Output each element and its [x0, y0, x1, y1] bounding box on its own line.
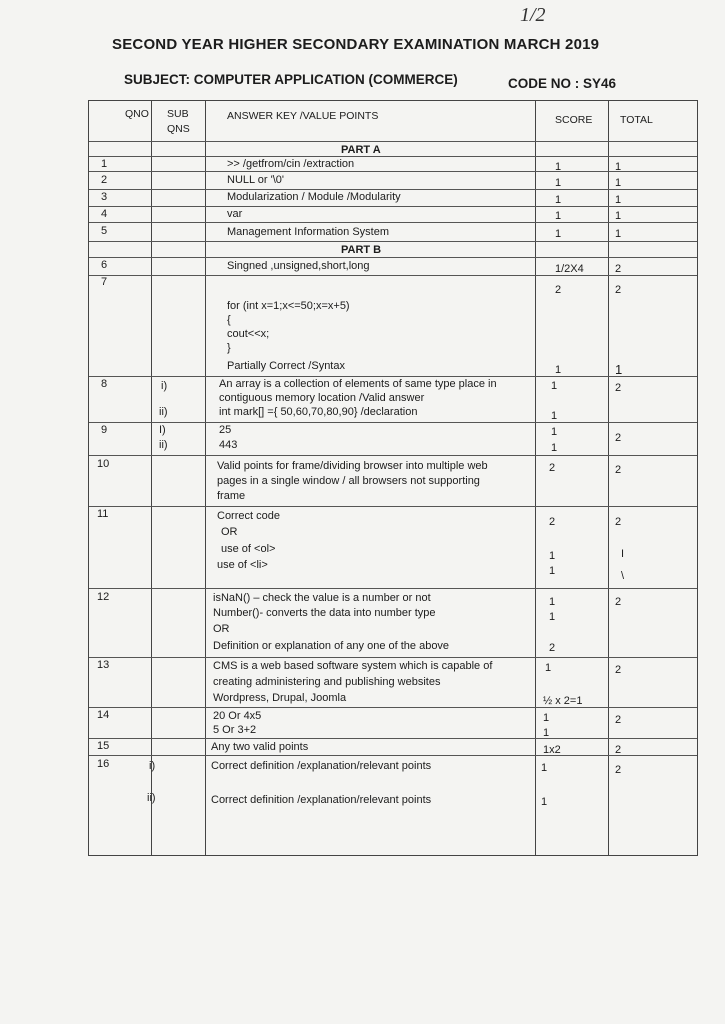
qno: 15	[97, 740, 110, 752]
row-divider	[89, 455, 697, 456]
row-divider	[89, 657, 697, 658]
answer-line: cout<<x;	[227, 328, 270, 340]
answer-line: Correct code	[217, 510, 280, 522]
column-divider	[151, 101, 152, 855]
total-value: 1	[615, 161, 622, 173]
answer-line: An array is a collection of elements of same type place in	[219, 378, 497, 390]
header-qns: QNS	[167, 123, 190, 135]
answer-line: Valid points for frame/dividing browser into multiple web	[217, 460, 488, 472]
score-value: 1	[551, 380, 558, 392]
answer-line: isNaN() – check the value is a number or not	[213, 592, 431, 604]
total-value: 2	[615, 382, 622, 394]
answer-line: Correct definition /explanation/relevant points	[211, 760, 432, 772]
answer-line: Definition or explanation of any one of the above	[213, 640, 450, 652]
score-value: 1	[555, 177, 562, 189]
answer-line: }	[227, 342, 231, 354]
row-divider	[89, 156, 697, 157]
answer-line: OR	[213, 623, 230, 635]
qno: 2	[101, 174, 108, 186]
score-value: 2	[549, 462, 556, 474]
answer-line: contiguous memory location /Valid answer	[219, 392, 425, 404]
sub-question: ii)	[159, 406, 168, 418]
column-divider	[535, 101, 536, 855]
answer-line: NULL or '\0'	[227, 174, 284, 186]
answer-line: Management Information System	[227, 226, 390, 238]
score-value: 1	[555, 194, 562, 206]
score-value: 1	[541, 796, 548, 808]
score-value: 1	[555, 228, 562, 240]
total-value: 2	[615, 284, 622, 296]
row-divider	[89, 707, 697, 708]
answer-line: Wordpress, Drupal, Joomla	[213, 692, 347, 704]
qno: 6	[101, 259, 108, 271]
header-score: SCORE	[555, 114, 593, 126]
score-value: 1	[551, 426, 558, 438]
header-qno: QNO	[125, 108, 149, 120]
row-divider	[89, 222, 697, 223]
row-divider	[89, 171, 697, 172]
score-value: 1	[549, 611, 556, 623]
score-value: 1	[555, 161, 562, 173]
qno: 11	[97, 508, 109, 520]
answer-line: use of <ol>	[221, 543, 276, 555]
total-value: 2	[615, 516, 622, 528]
page-number: 1/2	[520, 4, 546, 26]
row-divider	[89, 506, 697, 507]
row-divider	[89, 738, 697, 739]
answer-line: creating administering and publishing websites	[213, 676, 441, 688]
score-value: 1	[545, 662, 552, 674]
answer-line: Modularization / Module /Modularity	[227, 191, 401, 203]
qno: 1	[101, 158, 108, 170]
total-value: 2	[615, 432, 622, 444]
score-value: 2	[555, 284, 562, 296]
sub-question: ii)	[147, 792, 156, 804]
row-divider	[89, 257, 697, 258]
score-value: 1	[555, 364, 562, 376]
answer-line: for (int x=1;x<=50;x=x+5)	[227, 300, 350, 312]
part-b-heading: PART B	[341, 244, 382, 256]
column-divider	[205, 101, 206, 855]
answer-line: 20 Or 4x5	[213, 710, 262, 722]
answer-line: >> /getfrom/cin /extraction	[227, 158, 355, 170]
score-value: 2	[549, 642, 556, 654]
exam-title: SECOND YEAR HIGHER SECONDARY EXAMINATION MARCH 2019	[112, 36, 600, 53]
total-value: 2	[615, 714, 622, 726]
score-value: 1	[543, 712, 550, 724]
score-value: 1	[541, 762, 548, 774]
answer-line: 443	[219, 439, 238, 451]
answer-line: frame	[217, 490, 246, 502]
answer-line: Any two valid points	[211, 741, 309, 753]
total-value: 1	[615, 194, 622, 206]
row-divider	[89, 588, 697, 589]
total-value: 2	[615, 596, 622, 608]
total-value: 1	[615, 177, 622, 189]
header-sub: SUB	[167, 108, 189, 120]
score-value: 2	[549, 516, 556, 528]
answer-line: Singned ,unsigned,short,long	[227, 260, 370, 272]
sub-question: i)	[149, 760, 156, 772]
qno: 7	[101, 276, 108, 288]
row-divider	[89, 141, 697, 142]
total-value: 2	[615, 263, 622, 275]
header-total: TOTAL	[620, 114, 653, 126]
column-divider	[608, 101, 609, 855]
subject-line: SUBJECT: COMPUTER APPLICATION (COMMERCE)	[124, 72, 458, 87]
answer-line: 5 Or 3+2	[213, 724, 257, 736]
sub-question: ii)	[159, 439, 168, 451]
score-value: ½ x 2=1	[543, 695, 583, 707]
qno: 5	[101, 225, 108, 237]
score-value: 1	[549, 550, 556, 562]
score-value: 1	[543, 727, 550, 739]
qno: 8	[101, 378, 108, 390]
answer-line: CMS is a web based software system which is capable of	[213, 660, 493, 672]
score-value: 1/2X4	[555, 263, 584, 275]
sub-question: I)	[159, 424, 166, 436]
row-divider	[89, 206, 697, 207]
qno: 3	[101, 191, 108, 203]
answer-line: pages in a single window / all browsers not supporting	[217, 475, 480, 487]
total-value: 2	[615, 664, 622, 676]
answer-line: use of <li>	[217, 559, 268, 571]
score-value: 1	[551, 442, 558, 454]
qno: 14	[97, 709, 110, 721]
total-value: 2	[615, 764, 622, 776]
qno: 9	[101, 424, 108, 436]
score-value: 1	[551, 410, 558, 422]
total-value: 1	[615, 362, 623, 377]
answer-key-table	[88, 100, 698, 856]
answer-line: OR	[221, 526, 238, 538]
total-value: I	[621, 548, 625, 560]
header-answer: ANSWER KEY /VALUE POINTS	[227, 110, 379, 122]
score-value: 1	[549, 565, 556, 577]
qno: 16	[97, 758, 110, 770]
score-value: 1	[555, 210, 562, 222]
row-divider	[89, 755, 697, 756]
score-value: 1	[549, 596, 556, 608]
total-value: 1	[615, 228, 622, 240]
total-value: 2	[615, 744, 622, 756]
total-value: 2	[615, 464, 622, 476]
row-divider	[89, 275, 697, 276]
answer-line: {	[227, 314, 231, 326]
qno: 10	[97, 458, 110, 470]
answer-line: 25	[219, 424, 232, 436]
row-divider	[89, 241, 697, 242]
total-value: \	[621, 570, 625, 582]
total-value: 1	[615, 210, 622, 222]
score-value: 1x2	[543, 744, 561, 756]
qno: 4	[101, 208, 108, 220]
qno: 12	[97, 591, 110, 603]
code-number: CODE NO : SY46	[508, 76, 617, 91]
answer-line: Partially Correct /Syntax	[227, 360, 345, 372]
row-divider	[89, 422, 697, 423]
answer-line: Correct definition /explanation/relevant points	[211, 794, 432, 806]
sub-question: i)	[161, 380, 168, 392]
answer-line: var	[227, 208, 243, 220]
part-a-heading: PART A	[341, 144, 381, 156]
qno: 13	[97, 659, 110, 671]
answer-line: int mark[] ={ 50,60,70,80,90} /declaration	[219, 406, 418, 418]
answer-line: Number()- converts the data into number type	[213, 607, 436, 619]
